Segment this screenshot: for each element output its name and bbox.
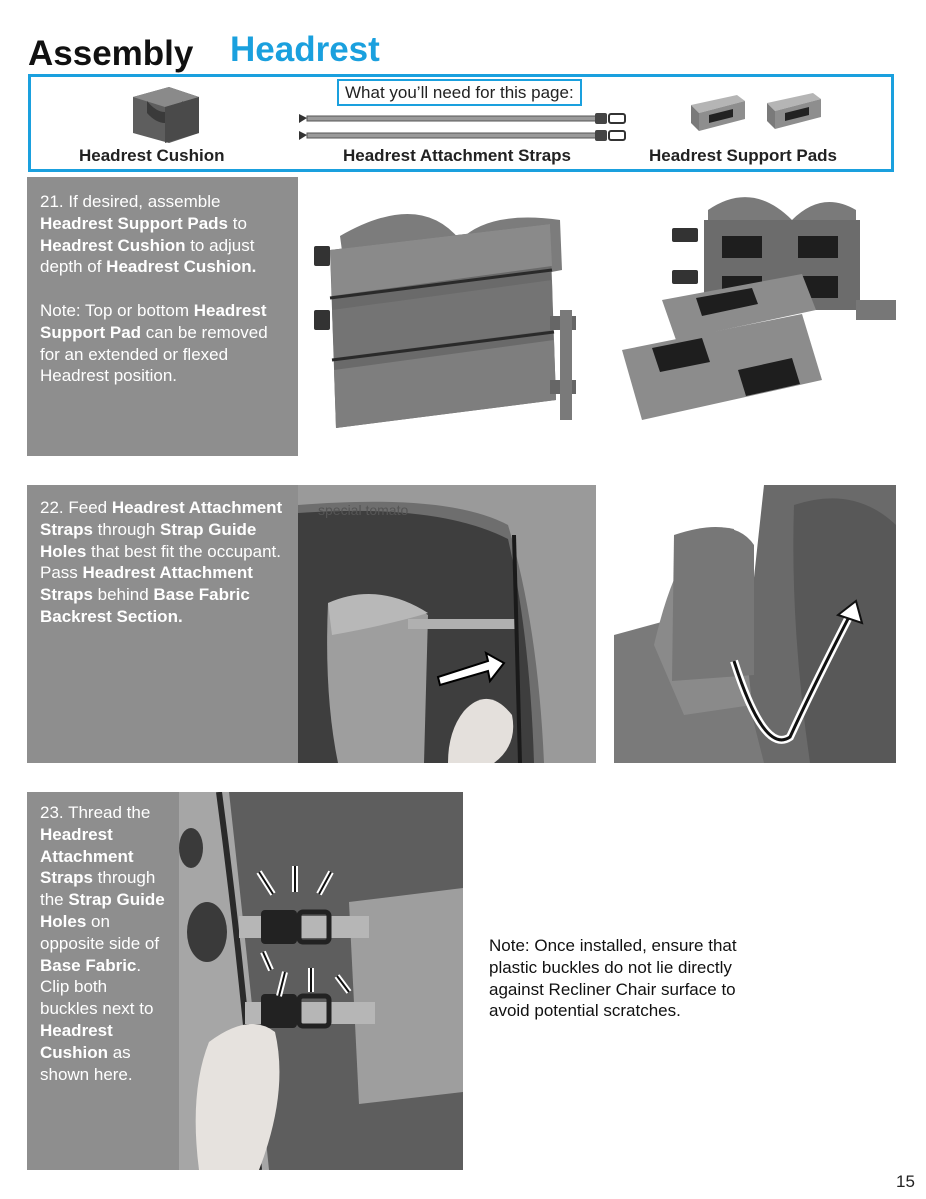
step-22-instructions: [27, 485, 298, 763]
text-run: as shown here.: [40, 1042, 133, 1084]
page-subtitle: Headrest: [230, 30, 380, 69]
step-21-instructions: [27, 177, 298, 456]
step-22-photo-behind: [614, 485, 896, 763]
part-attachment-straps: Headrest Attachment Straps: [343, 146, 571, 165]
part-headrest-cushion: Headrest Cushion: [79, 146, 225, 165]
bold-term: Headrest Cushion: [40, 1020, 113, 1062]
part-support-pads: Headrest Support Pads: [649, 146, 837, 165]
step-number: 22.: [40, 498, 69, 517]
text-run: that best fit the occupant. Pass: [40, 541, 281, 583]
page-title: Assembly: [28, 34, 194, 73]
step-23-photo-buckles: [179, 792, 463, 1170]
text-run: If desired, assemble: [68, 192, 221, 211]
step-23-instructions: [27, 792, 179, 1170]
step-21-text: [40, 191, 285, 278]
text-run: can be removed for an extended or flexed Headrest position.: [40, 322, 268, 386]
installation-note: Note: Once installed, ensure that plastic buckles do not lie directly against Recliner Chair surface to avoid potential scratches.: [489, 936, 737, 1021]
bold-term: Headrest Support Pad: [40, 300, 267, 342]
parts-needed-box: [28, 74, 894, 172]
bold-term: Headrest Attachment Straps: [40, 563, 253, 605]
text-run: Note: Top or bottom: [40, 300, 194, 320]
step-21-photo-exploded: [612, 180, 896, 456]
step-23-text: [40, 802, 166, 1085]
step-22-photo-feed: [298, 485, 596, 763]
step-21-note: [40, 300, 285, 387]
support-pads-icon: [687, 91, 837, 147]
bold-term: Base Fabric Backrest Section.: [40, 585, 250, 626]
step-22-text: [40, 497, 285, 628]
text-run: through the: [40, 868, 156, 910]
text-run: through: [92, 519, 161, 539]
text-run: Thread the: [68, 803, 151, 822]
text-run: . Clip both buckles next to: [40, 955, 154, 1019]
attachment-straps-icon: [297, 111, 637, 145]
step-number: 21.: [40, 192, 69, 211]
bold-term: Strap Guide Holes: [40, 519, 257, 561]
bold-term: Headrest Attachment Straps: [40, 824, 134, 888]
bold-term: Strap Guide Holes: [40, 890, 165, 931]
text-run: on opposite side of: [40, 911, 160, 953]
text-run: to: [228, 213, 247, 233]
step-number: 23.: [40, 803, 69, 822]
headrest-cushion-icon: [125, 83, 205, 145]
bold-term: Headrest Cushion: [40, 235, 186, 255]
step-21-photo-assembled: [300, 180, 600, 456]
page-number: 15: [896, 1172, 915, 1191]
brand-label: special tomato: [318, 502, 409, 518]
text-run: Feed: [68, 498, 112, 517]
text-run: to adjust depth of: [40, 235, 255, 277]
bold-term: Headrest Support Pads: [40, 213, 228, 233]
bold-term: Base Fabric: [40, 955, 137, 975]
text-run: behind: [92, 585, 154, 605]
bold-term: Headrest Cushion.: [106, 257, 257, 277]
parts-needed-label: What you’ll need for this page:: [337, 79, 582, 106]
bold-term: Headrest Attachment Straps: [40, 498, 283, 539]
